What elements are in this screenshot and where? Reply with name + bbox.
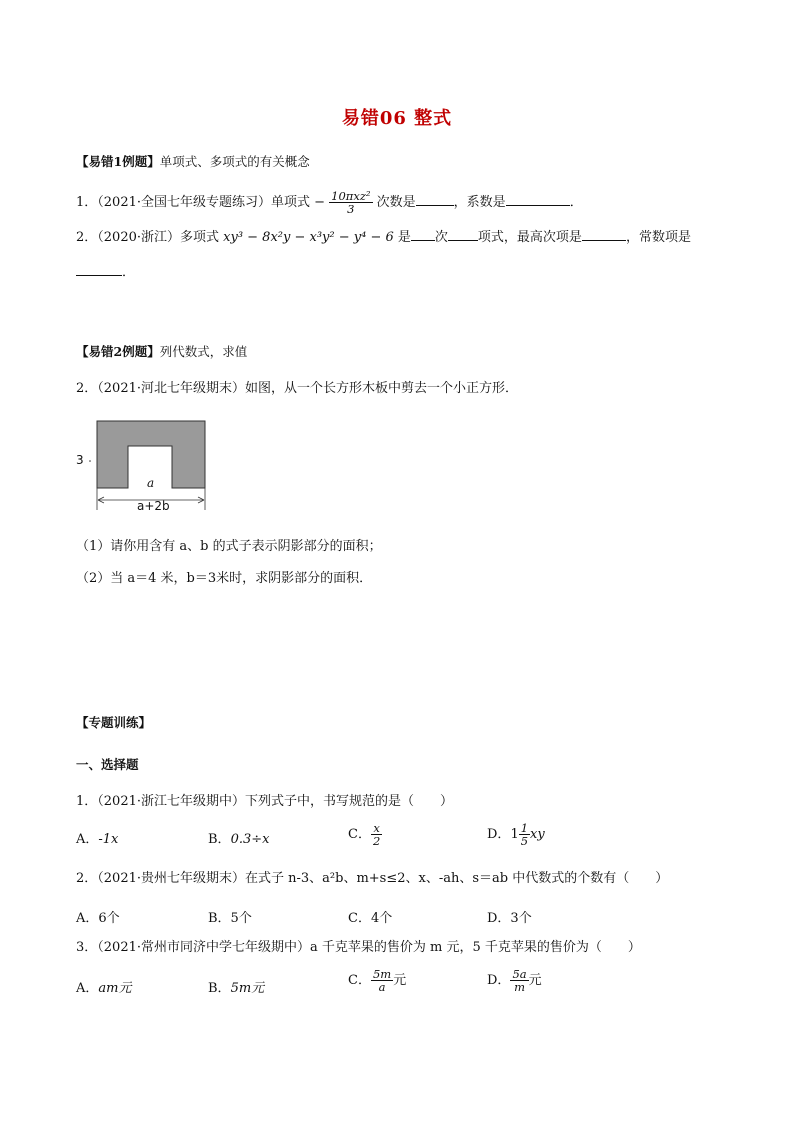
q2-option-c[interactable]: C．4个 xyxy=(348,911,393,926)
training-heading: 【专题训练】 xyxy=(76,715,152,730)
q3-opt-d-tail: 元 xyxy=(528,973,542,988)
q1-opt-c-label: C． xyxy=(348,827,371,842)
q2-blank-constant[interactable] xyxy=(76,263,122,276)
q1-end: ． xyxy=(569,195,583,210)
q2-c: 项式，最高次项是 xyxy=(477,230,582,245)
q1-mid2: ，系数是 xyxy=(453,195,506,210)
q2-blank-highest[interactable] xyxy=(582,228,626,241)
q1-blank-degree[interactable] xyxy=(416,193,454,206)
q3-opt-d-label: D． xyxy=(487,973,511,988)
q2-b: 次 xyxy=(434,230,448,245)
q2-d: ，常数项是 xyxy=(625,230,691,245)
q2-option-d[interactable]: D．3个 xyxy=(487,911,532,926)
q1-option-c[interactable] xyxy=(348,822,382,847)
q1-opt-b-value: 0.3÷x xyxy=(230,832,270,847)
q3-option-d[interactable] xyxy=(487,968,542,993)
q2-a: 是 xyxy=(397,230,411,245)
q3-opt-a-value: am元 xyxy=(98,981,132,996)
q1-option-d[interactable] xyxy=(487,822,545,847)
q2-option-b[interactable]: B．5个 xyxy=(208,911,252,926)
q2-blank-terms[interactable] xyxy=(448,228,478,241)
q1-mid: 次数是 xyxy=(376,195,416,210)
ex2-part-2: （2）当 a＝4 米，b＝3米时，求阴影部分的面积． xyxy=(76,571,373,586)
ex2-part-1: （1）请你用含有 a、b 的式子表示阴影部分的面积； xyxy=(76,539,382,554)
q2-prefix: 2．（2020·浙江）多项式 xyxy=(76,230,219,245)
ex1-question-2-cont xyxy=(76,263,135,283)
q1-option-a[interactable] xyxy=(76,828,118,847)
q1-prefix: 1．（2021·全国七年级专题练习）单项式 − xyxy=(76,195,326,210)
q1-opt-d-label: D． xyxy=(487,827,511,842)
q2-end: ． xyxy=(122,265,136,280)
q1-option-b[interactable] xyxy=(208,828,269,847)
train-question-3: 3．（2021·常州市同济中学七年级期中）a 千克苹果的售价为 m 元，5 千克苹果的售价为（ ） xyxy=(76,940,641,955)
q3-opt-c-fraction: $\frac{5m}{a}$ xyxy=(372,967,392,994)
q1-opt-b-label: B． xyxy=(208,832,231,847)
ex2-heading xyxy=(76,342,247,360)
q3-opt-c-tail: 元 xyxy=(393,973,407,988)
q3-option-c[interactable] xyxy=(348,968,406,993)
q1-frac-den: 3 xyxy=(347,202,355,216)
fig-bottom-label: a+2b xyxy=(137,499,170,513)
ex1-bracket: 【易错1例题】 xyxy=(76,154,160,169)
q1-opt-d-fraction: $\frac{1}{5}$ xyxy=(520,821,529,848)
train-question-2: 2．（2021·贵州七年级期末）在式子 n-3、a²b、m+s≤2、x、-ah、s＝ab 中代数式的个数有（ ） xyxy=(76,871,669,886)
ex2-bracket: 【易错2例题】 xyxy=(76,344,160,359)
q2-option-a[interactable]: A．6个 xyxy=(76,911,120,926)
q1-opt-a-label: A． xyxy=(76,832,99,847)
q1-fraction xyxy=(329,190,372,215)
ex1-topic: 单项式、多项式的有关概念 xyxy=(159,154,310,169)
q2-blank-degree[interactable] xyxy=(411,228,435,241)
ex1-question-1 xyxy=(76,190,583,215)
fig-left-label: 3 xyxy=(76,453,84,467)
ex2-question: 2．（2021·河北七年级期末）如图，从一个长方形木板中剪去一个小正方形． xyxy=(76,381,518,396)
ex1-question-2 xyxy=(76,228,691,248)
q1-opt-d-tail: xy xyxy=(530,827,545,842)
train-question-1: 1．（2021·浙江七年级期中）下列式子中，书写规范的是（ ） xyxy=(76,794,453,809)
q3-opt-c-label: C． xyxy=(348,973,371,988)
q1-opt-a-value: -1x xyxy=(98,832,119,847)
q1-frac-num: 10πxz² xyxy=(331,189,371,203)
q2-polynomial: xy³ − 8x²y − x³y² − y⁴ − 6 xyxy=(223,230,394,245)
ex2-topic: 列代数式，求值 xyxy=(159,344,248,359)
q3-option-a[interactable] xyxy=(76,977,131,996)
section-choice-heading: 一、选择题 xyxy=(76,757,139,772)
q1-opt-d-integer: 1 xyxy=(510,827,519,842)
page-title: 易错06 整式 xyxy=(341,108,453,129)
q1-blank-coefficient[interactable] xyxy=(506,193,570,206)
q3-opt-a-label: A． xyxy=(76,981,99,996)
fig-inner-label: a xyxy=(147,476,155,490)
ex1-heading xyxy=(76,152,310,170)
dim-left-dot xyxy=(89,460,91,462)
q3-opt-d-fraction: $\frac{5a}{m}$ xyxy=(512,967,527,994)
q3-opt-b-value: 5m元 xyxy=(230,981,265,996)
q1-opt-c-fraction: $\frac{x}{2}$ xyxy=(372,821,381,848)
q3-option-b[interactable] xyxy=(208,977,264,996)
q3-opt-b-label: B． xyxy=(208,981,231,996)
